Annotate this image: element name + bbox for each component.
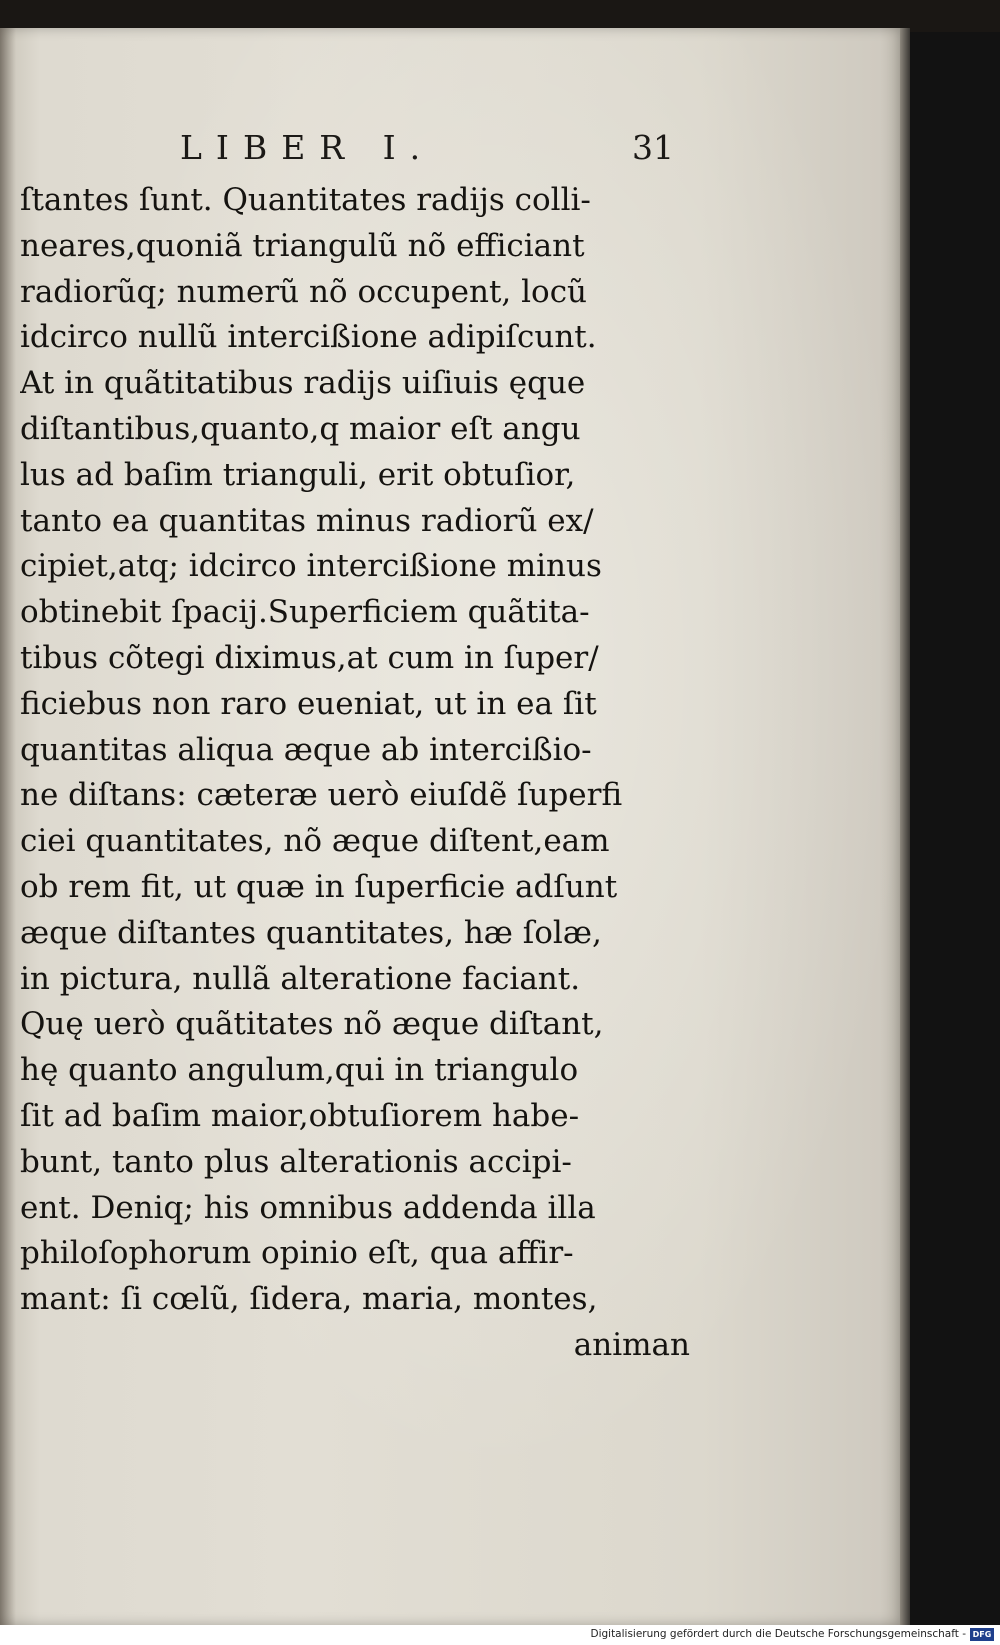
text-line: diſtantibus,quanto,q maior eſt angu <box>20 410 581 447</box>
text-line: tanto ea quantitas minus radiorũ ex/ <box>20 502 594 539</box>
text-line: ne diſtans: cæteræ uerò eiuſdẽ ſuperfi <box>20 777 623 814</box>
text-line: ob rem fit, ut quæ in ſuperficie adſunt <box>20 868 618 905</box>
text-line: neares,quoniã triangulũ nõ efficiant <box>20 227 585 264</box>
text-line: quantitas aliqua æque ab intercißio- <box>20 731 592 768</box>
page-edge <box>900 28 910 1625</box>
text-line: mant: ſi cœlũ, ſidera, maria, montes, <box>20 1281 598 1318</box>
text-line: obtinebit ſpacij.Superficiem quãtita- <box>20 594 590 631</box>
page-number: 31 <box>632 128 674 167</box>
page-gutter-shadow <box>0 28 16 1625</box>
text-line: bunt, tanto plus alterationis accipi- <box>20 1143 572 1180</box>
text-line: tibus cõtegi diximus,at cum in ſuper/ <box>20 639 599 676</box>
text-line: ſtantes ſunt. Quantitates radijs colli- <box>20 182 591 218</box>
text-line: in pictura, nullã alteratione faciant. <box>20 960 581 997</box>
text-line: Quę uerò quãtitates nõ æque diſtant, <box>20 1006 604 1043</box>
text-line: ent. Deniq; his omnibus addenda illa <box>20 1189 596 1226</box>
text-line: ſit ad baſim maior,obtuſiorem habe- <box>20 1097 580 1134</box>
text-line: ciei quantitates, nõ æque diſtent,eam <box>20 823 610 860</box>
text-line: philoſophorum opinio eſt, qua affir- <box>20 1235 574 1272</box>
text-line: idcirco nullũ intercißione adipiſcunt. <box>20 319 597 356</box>
text-line: lus ad baſim trianguli, erit obtuſior, <box>20 456 576 493</box>
dfg-logo-icon: DFG <box>970 1628 994 1641</box>
digitization-credit: Digitalisierung gefördert durch die Deutsche Forschungsgemeinschaft - <box>590 1628 966 1640</box>
running-head: LIBER I. <box>180 128 435 167</box>
text-line: cipiet,atq; idcirco intercißione minus <box>20 548 602 585</box>
text-line: ficiebus non raro eueniat, ut in ea ſit <box>20 685 597 722</box>
body-text <box>20 178 700 1369</box>
text-line: æque diſtantes quantitates, hæ ſolæ, <box>20 914 602 951</box>
text-line: hę quanto angulum,qui in triangulo <box>20 1052 579 1089</box>
text-line: radiorũq; numerũ nõ occupent, locũ <box>20 273 588 310</box>
text-line: At in quãtitatibus radijs uiſiuis ęque <box>20 365 586 402</box>
catchword: animan <box>573 1326 690 1363</box>
